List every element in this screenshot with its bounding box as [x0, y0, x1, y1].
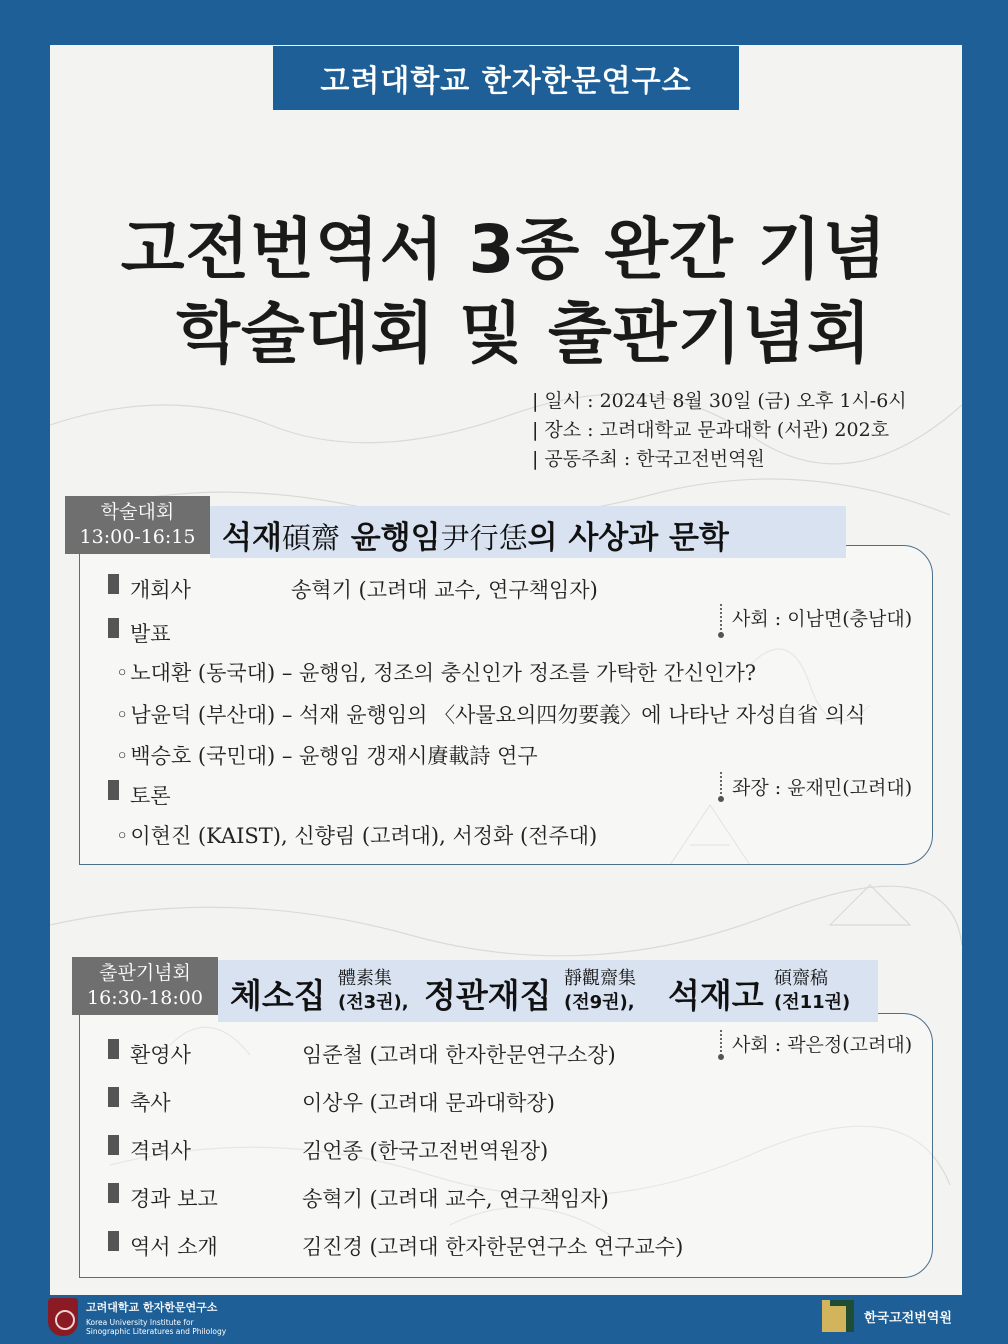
launch-item-value: 임준철 (고려대 한자한문연구소장) [302, 1043, 616, 1067]
bullet-square [108, 780, 119, 800]
presentation-item: ◦ 노대환 (동국대) – 윤행임, 정조의 충신인가 정조를 가탁한 간신인가? [116, 657, 756, 687]
launch-item-value: 이상우 (고려대 문과대학장) [302, 1091, 555, 1115]
launch-item-value: 김언종 (한국고전번역원장) [302, 1139, 549, 1163]
info-date-text: 일시 : 2024년 8월 30일 (금) 오후 1시-6시 [544, 390, 907, 412]
discussion-label: 토론 [130, 784, 171, 808]
presentation-label: 발표 [130, 622, 171, 646]
book3-hanja: 碩齋稿 [774, 968, 828, 989]
launch-item-value: 김진경 (고려대 한자한문연구소 연구교수) [302, 1235, 684, 1259]
info-bar: | [532, 390, 539, 412]
book2-hanja: 靜觀齋集 [564, 968, 636, 989]
symposium-label-box [65, 496, 210, 554]
symposium-title [210, 506, 846, 558]
launch-item-label: 축사 [130, 1091, 171, 1115]
info-venue [532, 415, 889, 442]
bullet-square [108, 1135, 119, 1155]
book1-title: 체소집 [230, 976, 326, 1015]
book2-volumes: (전9권), [564, 992, 635, 1013]
bullet-square [108, 1183, 119, 1203]
bullet-square [108, 618, 119, 638]
university-crest-icon [48, 1298, 78, 1336]
info-bar: | [532, 448, 539, 470]
header-banner [273, 46, 739, 110]
discussion-chair-marker [720, 772, 722, 798]
discussion-chair-note: 좌장 : 윤재민(고려대) [732, 777, 913, 799]
footer-left-text [86, 1299, 226, 1336]
header-org: 고려대학교 한자한문연구소 [320, 64, 692, 99]
bullet-square [108, 1039, 119, 1059]
presentation-item: ◦ 남윤덕 (부산대) – 석재 윤행임의 〈사물요의四勿要義〉에 나타난 자성自省 의식 [116, 699, 866, 729]
footer-left-en1: Korea University Institute for [86, 1317, 194, 1327]
footer-left-en2: Sinographic Literatures and Philology [86, 1326, 227, 1336]
book1-hanja: 體素集 [338, 968, 392, 989]
info-cohost-text: 공동주최 : 한국고전번역원 [544, 448, 765, 470]
opening-value: 송혁기 (고려대 교수, 연구책임자) [291, 578, 598, 602]
symposium-title-part: 윤행임 [339, 520, 441, 556]
host-note: 사회 : 곽은정(고려대) [732, 1034, 913, 1056]
host-marker [720, 1030, 722, 1056]
bullet-square [108, 1087, 119, 1107]
bullet-square [108, 1231, 119, 1251]
bullet-square [108, 574, 119, 594]
presentation-item: ◦ 백승호 (국민대) – 윤행임 갱재시賡載詩 연구 [116, 740, 538, 770]
chair-marker [720, 604, 722, 634]
book3-title: 석재고 [668, 976, 764, 1015]
book3-volumes: (전11권) [774, 992, 851, 1013]
chair-note: 사회 : 이남면(충남대) [732, 608, 913, 630]
launch-title [218, 960, 878, 1022]
symposium-title-hanja: 尹行恁 [440, 521, 528, 555]
symposium-time: 13:00-16:15 [79, 526, 196, 548]
book1-volumes: (전3권), [338, 992, 409, 1013]
info-date [532, 386, 907, 413]
footer-left-ko: 고려대학교 한자한문연구소 [86, 1300, 218, 1314]
symposium-title-part: 의 사상과 문학 [527, 520, 729, 556]
launch-label-box [72, 957, 218, 1015]
discussants: ◦ 이현진 (KAIST), 신향림 (고려대), 서정화 (전주대) [116, 820, 597, 850]
launch-item-label: 격려사 [130, 1139, 191, 1163]
launch-item-value: 송혁기 (고려대 교수, 연구책임자) [302, 1187, 609, 1211]
symposium-title-hanja: 碩齋 [281, 521, 340, 555]
launch-item-label: 역서 소개 [130, 1235, 218, 1259]
main-title-line2: 학술대회 및 출판기념회 [176, 295, 872, 372]
info-venue-text: 장소 : 고려대학교 문과대학 (서관) 202호 [544, 419, 890, 441]
institute-logo-icon [818, 1298, 858, 1334]
launch-item-label: 환영사 [130, 1043, 191, 1067]
opening-label: 개회사 [130, 578, 191, 602]
footer-right-logo [818, 1298, 952, 1334]
launch-label: 출판기념회 [99, 962, 191, 984]
info-bar: | [532, 419, 539, 441]
symposium-label: 학술대회 [100, 501, 175, 523]
book2-title: 정관재집 [424, 976, 552, 1015]
launch-item-label: 경과 보고 [130, 1187, 218, 1211]
main-title-line1: 고전번역서 3종 완간 기념 [120, 211, 888, 288]
info-cohost [532, 444, 765, 471]
launch-time: 16:30-18:00 [87, 987, 203, 1009]
footer-right-ko: 한국고전번역원 [864, 1310, 952, 1326]
footer-left-logo [48, 1298, 226, 1336]
symposium-title-part: 석재 [222, 520, 282, 556]
